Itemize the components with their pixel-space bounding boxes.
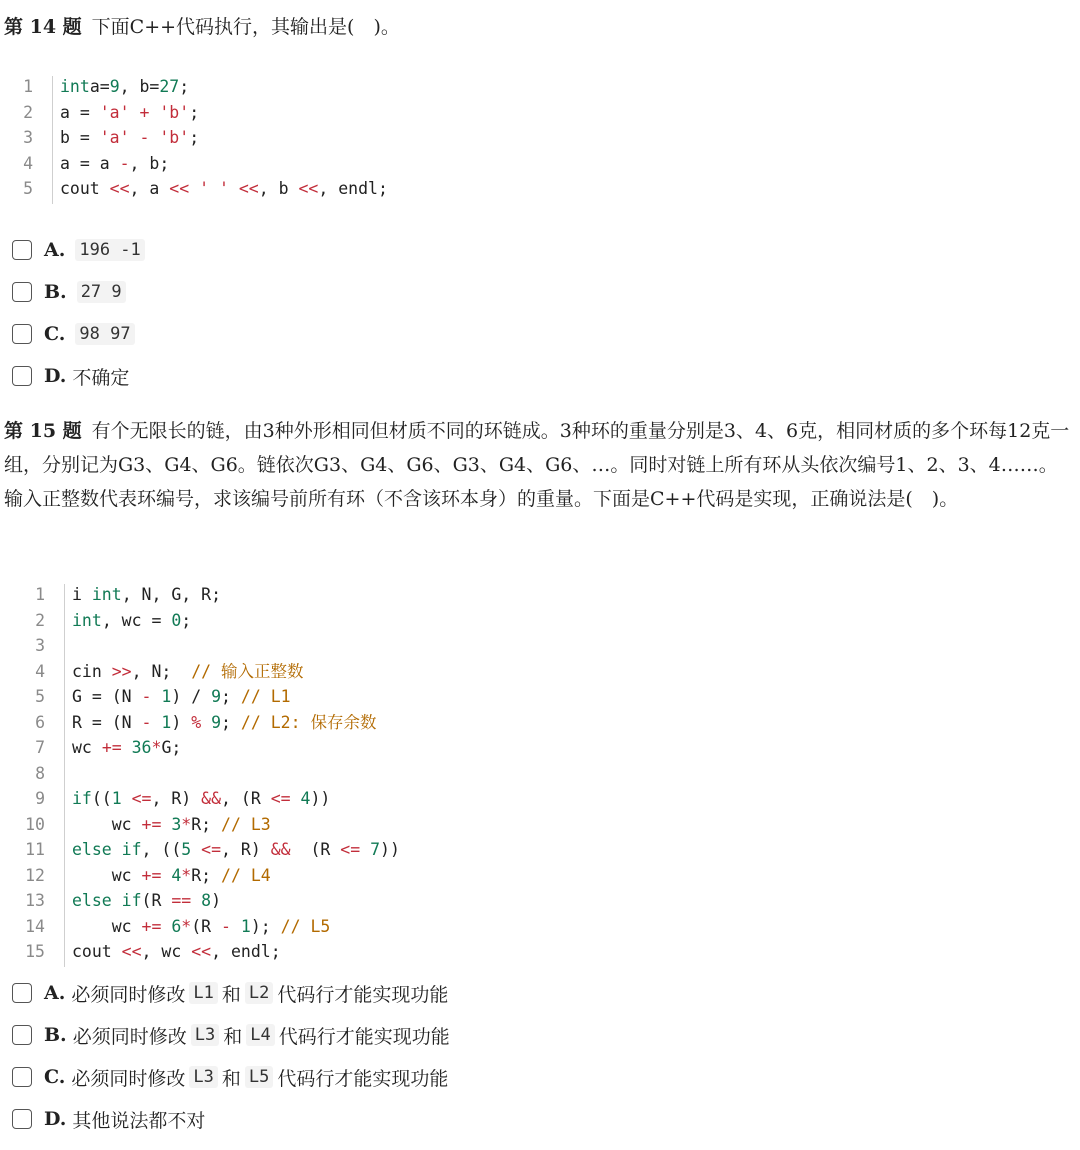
code-text: if((1 <=, R) &&, (R <= 4)) (72, 789, 331, 808)
option-code: L5 (245, 1066, 273, 1088)
gutter-divider (64, 610, 65, 636)
option-code: L3 (191, 1024, 219, 1046)
line-number: 1 (23, 77, 33, 96)
line-number: 5 (35, 687, 45, 706)
option-c[interactable] (12, 317, 139, 351)
question-number: 第 15 题 (4, 420, 82, 442)
line-number: 2 (23, 102, 33, 122)
line-number: 7 (35, 738, 45, 757)
gutter-divider (64, 661, 65, 687)
checkbox-icon[interactable] (12, 1109, 32, 1129)
gutter-divider (52, 102, 53, 128)
line-number: 9 (35, 789, 45, 808)
gutter-divider (52, 76, 53, 102)
code-text: cout <<, a << ' ' <<, b <<, endl; (60, 179, 388, 198)
option-code: L4 (246, 1024, 274, 1046)
option-code: L2 (245, 982, 273, 1004)
option-letter: B. (44, 281, 67, 303)
gutter-divider (64, 737, 65, 763)
gutter-divider (64, 763, 65, 789)
option-letter: B. (44, 1024, 67, 1046)
code-text: a = 'a' + 'b'; (60, 102, 200, 122)
code-text: wc += 36*G; (72, 738, 182, 757)
gutter-divider (64, 865, 65, 891)
gutter-divider (64, 635, 65, 661)
line-number: 4 (35, 661, 45, 681)
option-value: 98 97 (75, 323, 134, 345)
option-letter: C. (44, 1066, 66, 1088)
checkbox-icon[interactable] (12, 282, 32, 302)
option-text: 不确定 (72, 366, 130, 389)
option-d[interactable] (12, 1102, 205, 1136)
option-letter: A. (44, 239, 66, 261)
line-number: 8 (35, 763, 45, 783)
gutter-divider (52, 153, 53, 179)
option-b[interactable] (12, 275, 130, 309)
option-c[interactable] (12, 1060, 448, 1094)
code-text: i int, N, G, R; (72, 585, 222, 604)
code-text: G = (N - 1) / 9; // L1 (72, 687, 291, 706)
checkbox-icon[interactable] (12, 240, 32, 260)
question-number: 第 14 题 (4, 16, 82, 38)
code-text: wc += 3*R; // L3 (72, 814, 271, 834)
option-letter: A. (44, 982, 66, 1004)
gutter-divider (64, 584, 65, 610)
option-letter: D. (44, 365, 67, 387)
option-code: L1 (189, 982, 217, 1004)
code-text: b = 'a' - 'b'; (60, 128, 200, 147)
gutter-divider (64, 916, 65, 942)
line-number: 13 (25, 891, 45, 910)
option-text: 其他说法都不对 (72, 1109, 206, 1132)
code-text: R = (N - 1) % 9; // L2: 保存余数 (72, 712, 377, 732)
gutter-divider (52, 127, 53, 153)
gutter-divider (52, 178, 53, 204)
code-text: cout <<, wc <<, endl; (72, 942, 281, 961)
gutter-divider (64, 941, 65, 967)
line-number: 6 (35, 712, 45, 732)
gutter-divider (64, 814, 65, 840)
option-text: 代码行才能实现功能 (277, 983, 449, 1006)
gutter-divider (64, 839, 65, 865)
option-value: 196 -1 (75, 239, 144, 261)
question-text: 下面C++代码执行，其输出是( )。 (91, 16, 400, 38)
line-number: 4 (23, 153, 33, 173)
line-number: 14 (25, 916, 45, 936)
gutter-divider (64, 686, 65, 712)
option-text: 和 (221, 983, 241, 1006)
line-number: 12 (25, 865, 45, 885)
option-a[interactable] (12, 233, 149, 267)
gutter-divider (64, 890, 65, 916)
checkbox-icon[interactable] (12, 983, 32, 1003)
code-text: else if, ((5 <=, R) && (R <= 7)) (72, 840, 400, 859)
line-number: 2 (35, 610, 45, 630)
option-text: 代码行才能实现功能 (277, 1067, 449, 1090)
code-text: wc += 6*(R - 1); // L5 (72, 916, 331, 936)
option-text: 和 (223, 1025, 243, 1048)
question-15-header (4, 414, 1070, 516)
option-value: 27 9 (77, 281, 126, 303)
line-number: 10 (25, 814, 45, 834)
option-code: L3 (189, 1066, 217, 1088)
checkbox-icon[interactable] (12, 324, 32, 344)
line-number: 5 (23, 179, 33, 198)
gutter-divider (64, 712, 65, 738)
option-text: 代码行才能实现功能 (278, 1025, 450, 1048)
option-a[interactable] (12, 976, 448, 1010)
option-text: 和 (221, 1067, 241, 1090)
code-text: cin >>, N; // 输入正整数 (72, 661, 304, 681)
checkbox-icon[interactable] (12, 366, 32, 386)
option-text: 必须同时修改 (72, 1025, 187, 1048)
line-number: 1 (35, 585, 45, 604)
option-text: 必须同时修改 (71, 1067, 186, 1090)
option-d[interactable] (12, 359, 129, 393)
line-number: 3 (23, 128, 33, 147)
option-text: 必须同时修改 (71, 983, 186, 1006)
line-number: 15 (25, 942, 45, 961)
code-text: a = a -, b; (60, 153, 170, 173)
line-number: 11 (25, 840, 45, 859)
checkbox-icon[interactable] (12, 1025, 32, 1045)
option-letter: C. (44, 323, 66, 345)
code-text: inta=9, b=27; (60, 77, 190, 96)
code-text: else if(R == 8) (72, 891, 222, 910)
option-letter: D. (44, 1108, 67, 1130)
option-b[interactable] (12, 1018, 450, 1052)
question-text: 有个无限长的链，由3种外形相同但材质不同的环链成。3种环的重量分别是3、4、6克，相同材质的多个环每12克一组，分别记为G3、G4、G6。链依次G3、G4、G6、G3、G4、G6、…。同时对链上所有环从头依次编号1、2、3、4……。输入正整数代表环编号，求该编号前所有环（不含该环本身）的重量。下面是C++代码是实现，正确说法是( )。 (4, 420, 1070, 510)
gutter-divider (64, 788, 65, 814)
checkbox-icon[interactable] (12, 1067, 32, 1087)
code-text: wc += 4*R; // L4 (72, 865, 271, 885)
line-number: 3 (35, 636, 45, 655)
code-text: int, wc = 0; (72, 610, 192, 630)
question-14-header (4, 10, 400, 44)
